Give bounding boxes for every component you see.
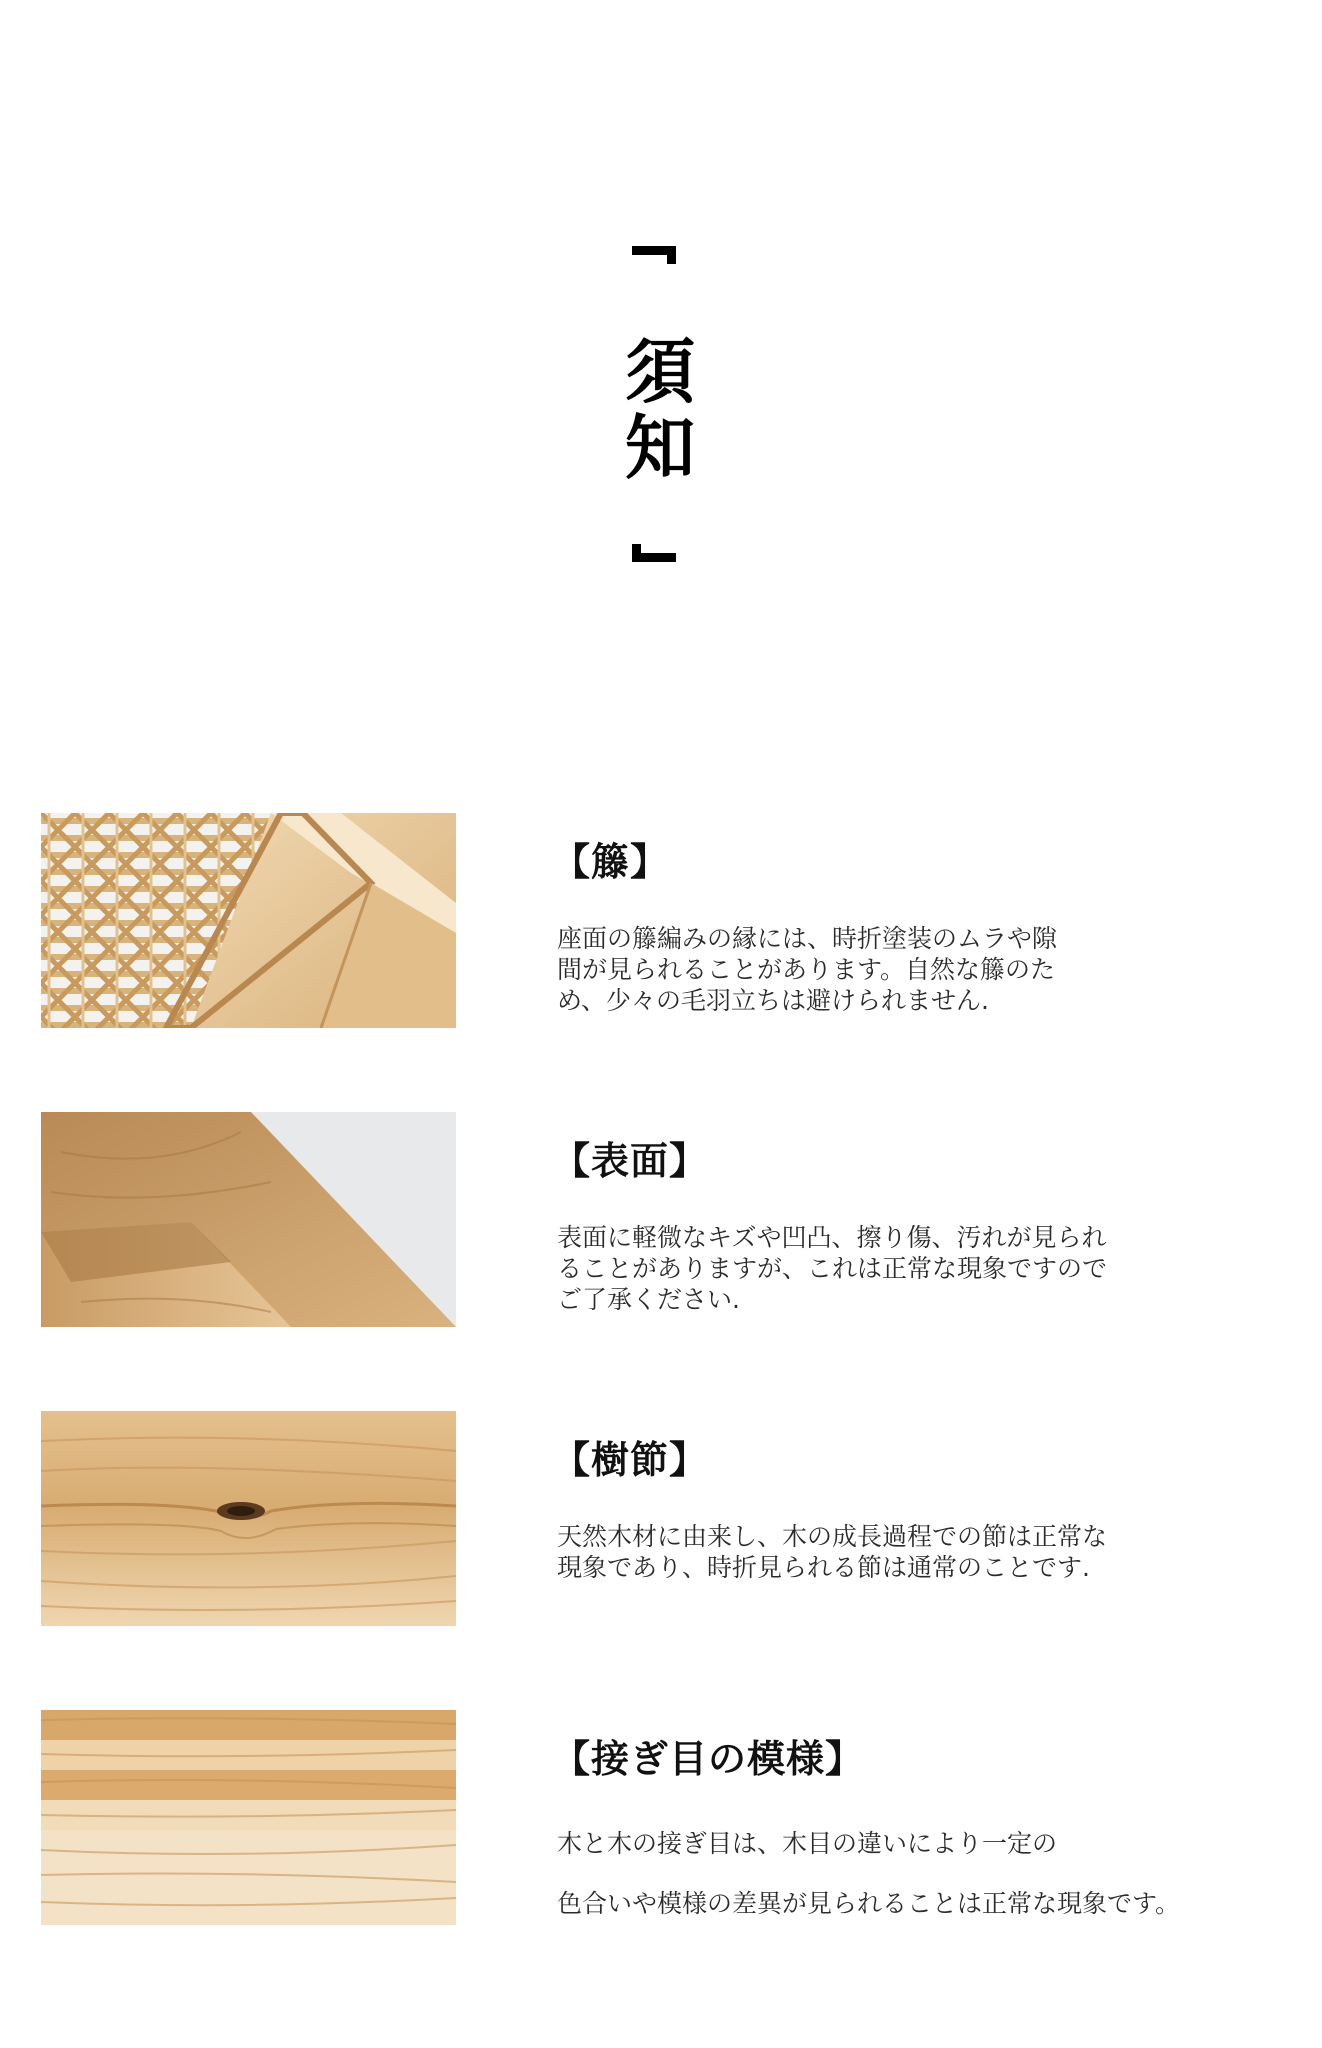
notice-item-surface xyxy=(0,1112,1322,1332)
item-title: 【籐】 xyxy=(552,840,670,884)
item-description: 木と木の接ぎ目は、木目の違いにより一定の 色合いや模様の差異が見られることは正常な現象です。 xyxy=(557,1829,1181,1918)
notice-item-knot xyxy=(0,1411,1322,1631)
item-title: 【表面】 xyxy=(552,1139,709,1183)
wood-surface-image xyxy=(41,1112,456,1327)
notice-item-joint xyxy=(0,1710,1322,1930)
wood-knot-image xyxy=(41,1411,456,1626)
item-description: 座面の籐編みの縁には、時折塗装のムラや隙 間が見られることがあります。自然な籐のた め、少々の毛羽立ちは避けられません. xyxy=(557,924,1058,1015)
surface-photo xyxy=(41,1112,456,1327)
rattan-weave-image xyxy=(41,813,456,1028)
item-description: 天然木材に由来し、木の成長過程での節は正常な 現象であり、時折見られる節は通常のことです. xyxy=(557,1522,1108,1582)
item-title: 【樹節】 xyxy=(552,1438,709,1482)
item-description: 表面に軽微なキズや凹凸、擦り傷、汚れが見られ ることがありますが、これは正常な現象ですので ご了承ください. xyxy=(557,1223,1108,1314)
bracket-open-icon xyxy=(632,246,676,264)
item-title: 【接ぎ目の模様】 xyxy=(552,1737,865,1781)
knot-photo xyxy=(41,1411,456,1626)
page-title-char-2: 知 xyxy=(625,407,695,489)
bracket-close-icon xyxy=(632,544,676,562)
page-title-char-1: 須 xyxy=(625,331,695,413)
page-header xyxy=(610,240,710,570)
wood-joint-image xyxy=(41,1710,456,1925)
rattan-photo xyxy=(41,813,456,1028)
notice-item-rattan xyxy=(0,813,1322,1033)
joint-photo xyxy=(41,1710,456,1925)
